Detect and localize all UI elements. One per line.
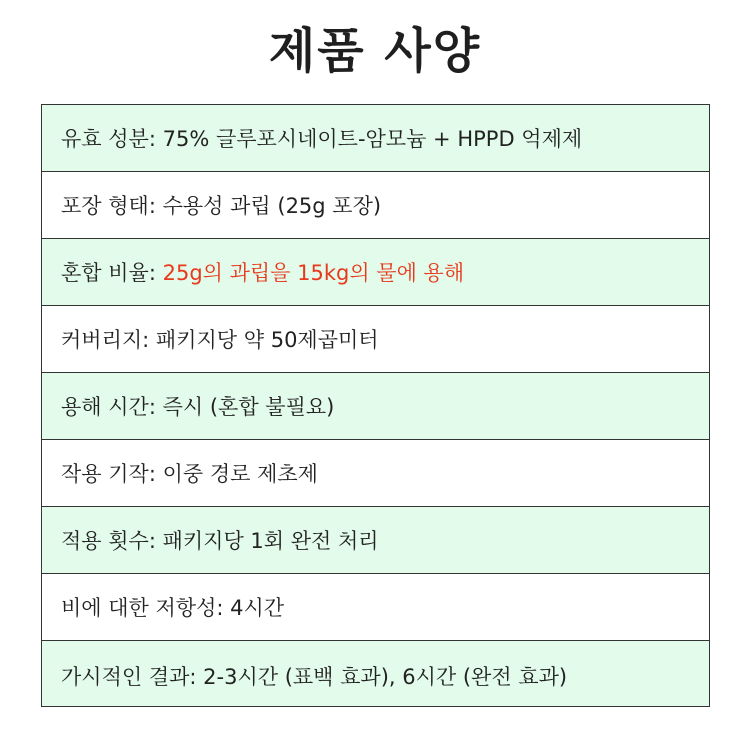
spec-label: 유효 성분:: [61, 127, 156, 151]
spec-label: 커버리지:: [61, 328, 150, 352]
spec-label: 가시적인 결과:: [61, 665, 197, 689]
spec-value: 75% 글루포시네이트-암모늄 + HPPD 억제제: [162, 127, 583, 151]
spec-value: 패키지당 약 50제곱미터: [155, 328, 379, 352]
spec-label: 포장 형태:: [61, 194, 156, 218]
spec-value: 4시간: [230, 596, 285, 620]
spec-value: 2-3시간 (표백 효과), 6시간 (완전 효과): [203, 665, 568, 689]
spec-row-packaging: [42, 172, 709, 239]
spec-value: 수용성 과립 (25g 포장): [162, 194, 382, 218]
spec-row-active-ingredient: [42, 105, 709, 172]
spec-value: 즉시 (혼합 불필요): [162, 395, 335, 419]
spec-label: 적용 횟수:: [61, 529, 156, 553]
spec-value: 패키지당 1회 완전 처리: [162, 529, 379, 553]
spec-label: 작용 기작:: [61, 462, 156, 486]
spec-table: [41, 104, 710, 707]
spec-label: 용해 시간:: [61, 395, 156, 419]
spec-row-applications: [42, 507, 709, 574]
spec-row-dissolve-time: [42, 373, 709, 440]
spec-row-visible-results: [42, 641, 709, 707]
spec-row-coverage: [42, 306, 709, 373]
spec-label: 혼합 비율:: [61, 261, 156, 285]
spec-row-mode-of-action: [42, 440, 709, 507]
spec-value-highlight: 25g의 과립을 15kg의 물에 용해: [162, 261, 465, 285]
spec-row-rainfastness: [42, 574, 709, 641]
spec-label: 비에 대한 저항성:: [61, 596, 224, 620]
spec-value: 이중 경로 제초제: [162, 462, 318, 486]
spec-row-mixing-ratio: [42, 239, 709, 306]
page-title: 제품 사양: [268, 23, 482, 79]
